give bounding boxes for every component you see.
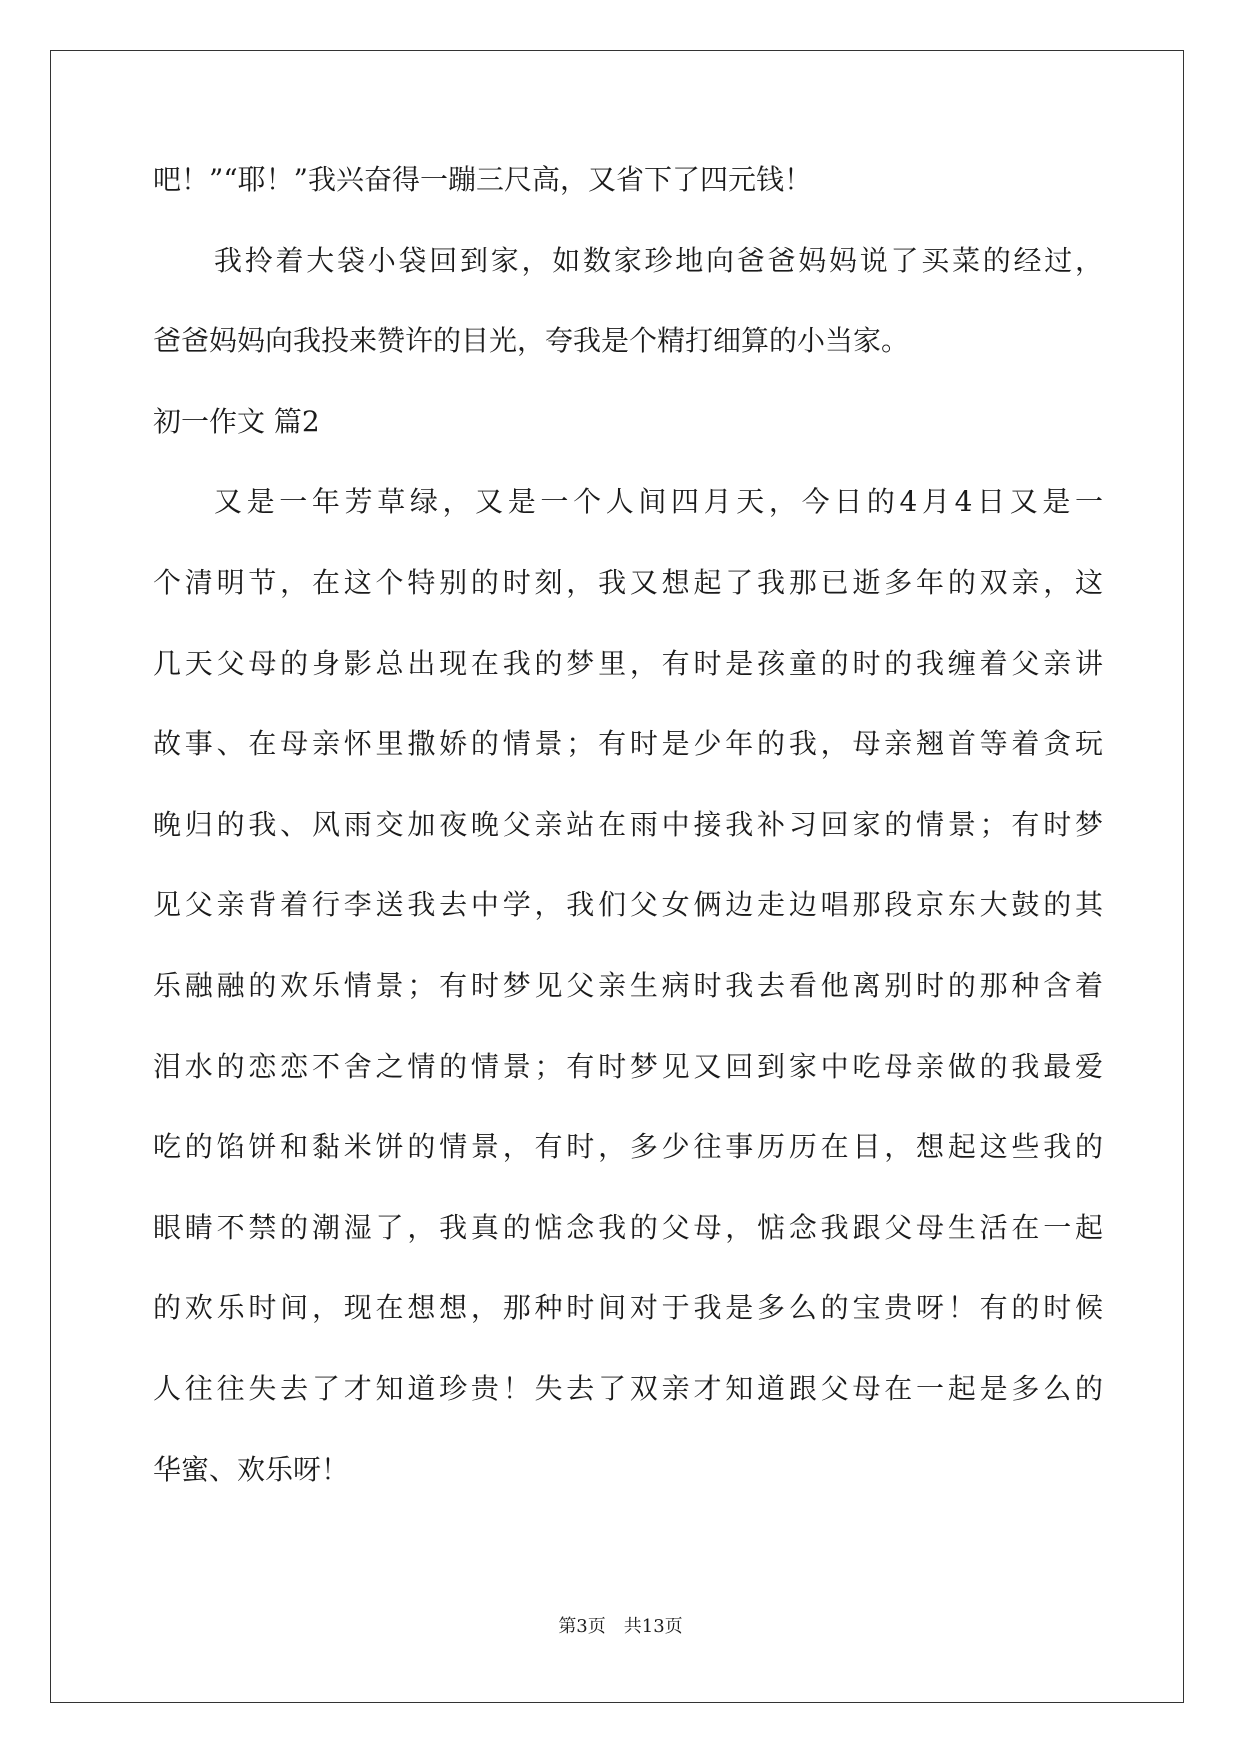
text-line: 乐融融的欢乐情景；有时梦见父亲生病时我去看他离别时的那种含着 [153, 968, 1103, 1002]
text-line: 泪水的恋恋不舍之情的情景；有时梦见又回到家中吃母亲做的我最爱 [153, 1049, 1103, 1083]
text-line: 华蜜、欢乐呀！ [153, 1452, 350, 1486]
text-line: 又是一年芳草绿，又是一个人间四月天，今日的4月4日又是一 [214, 485, 1103, 519]
text-line: 我拎着大袋小袋回到家，如数家珍地向爸爸妈妈说了买菜的经过， [214, 243, 1103, 277]
text-line: 晚归的我、风雨交加夜晚父亲站在雨中接我补习回家的情景；有时梦 [153, 807, 1103, 841]
text-line: 个清明节，在这个特别的时刻，我又想起了我那已逝多年的双亲，这 [153, 565, 1103, 599]
text-line: 吧！”“耶！”我兴奋得一蹦三尺高，又省下了四元钱！ [153, 163, 812, 196]
document-body [153, 160, 1103, 1530]
text-line: 爸爸妈妈向我投来赞许的目光，夸我是个精打细算的小当家。 [153, 324, 910, 358]
section-heading: 初一作文 篇2 [153, 404, 320, 438]
text-line: 人往往失去了才知道珍贵！失去了双亲才知道跟父母在一起是多么的 [153, 1371, 1103, 1405]
text-line: 的欢乐时间，现在想想，那种时间对于我是多么的宝贵呀！有的时候 [153, 1291, 1103, 1325]
text-line: 眼睛不禁的潮湿了，我真的惦念我的父母，惦念我跟父母生活在一起 [153, 1210, 1103, 1244]
text-line: 见父亲背着行李送我去中学，我们父女俩边走边唱那段京东大鼓的其 [153, 888, 1103, 922]
text-line: 故事、在母亲怀里撒娇的情景；有时是少年的我，母亲翘首等着贪玩 [153, 727, 1103, 761]
page-number-footer: 第3页 共13页 [558, 1616, 683, 1637]
text-line: 吃的馅饼和黏米饼的情景，有时，多少往事历历在目，想起这些我的 [153, 1130, 1103, 1164]
text-line: 几天父母的身影总出现在我的梦里，有时是孩童的时的我缠着父亲讲 [153, 646, 1103, 680]
